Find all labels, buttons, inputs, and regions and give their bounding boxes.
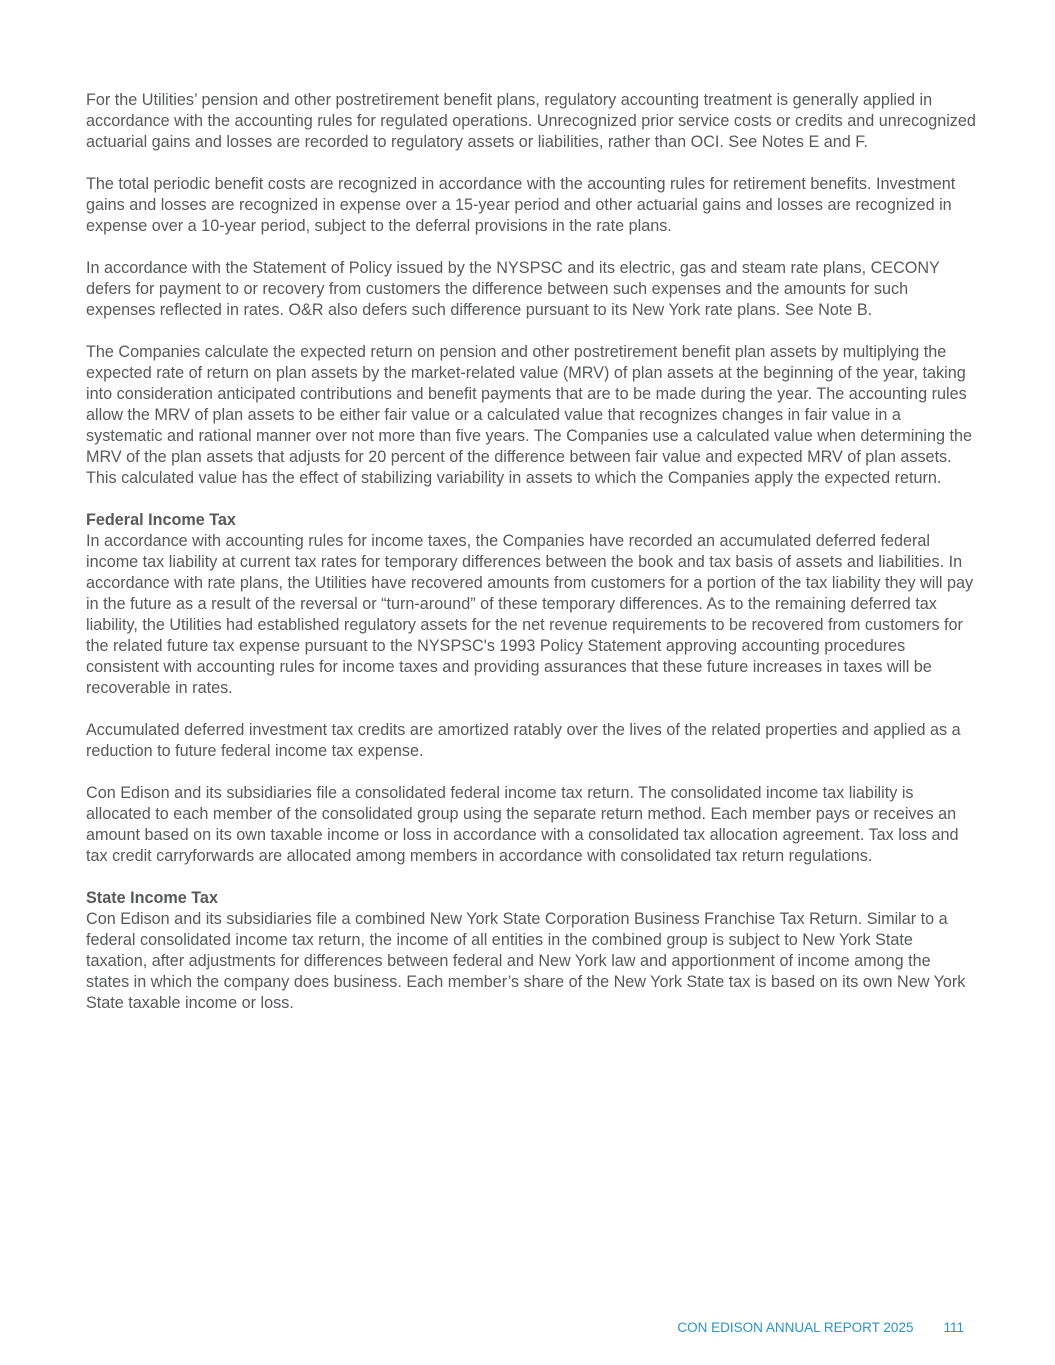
benefit-costs-paragraph: The total periodic benefit costs are recognized in accordance with the accounting rules for retirement benefits. Investment gains and losses are recognized in expense over a 15-year period and other actuarial gains and losses are recognized in expense over a 10-year period, subject to the deferral provisions in the rate plans. bbox=[86, 175, 956, 235]
page-footer bbox=[0, 1320, 964, 1336]
page-number: 111 bbox=[943, 1320, 964, 1335]
state-tax-paragraph: Con Edison and its subsidiaries file a combined New York State Corporation Business Franchise Tax Return. Similar to a federal consolidated income tax return, the income of all entities in the combined group is subject to New York State taxation, after adjustments for differences between federal and New York law and apportionment of income among the states in which the company does business. Each member’s share of the New York State tax is based on its own New York State taxable income or loss. bbox=[86, 910, 966, 1012]
consolidated-return-paragraph: Con Edison and its subsidiaries file a consolidated federal income tax return. The consolidated income tax liability is allocated to each member of the consolidated group using the separate return method. Each member pays or receives an amount based on its own taxable income or loss in accordance with a consolidated tax allocation agreement. Tax loss and tax credit carryforwards are allocated among members in accordance with consolidated tax return regulations. bbox=[86, 784, 959, 865]
deferred-tax-paragraph: In accordance with accounting rules for income taxes, the Companies have recorded an accumulated deferred federal income tax liability at current tax rates for temporary differences between the book and tax basis of assets and liabilities. In accordance with rate plans, the Utilities have recovered amounts from customers for a portion of the tax liability they will pay in the future as a result of the reversal or “turn-around” of these temporary differences. As to the remaining deferred tax liability, the Utilities had established regulatory assets for the net revenue requirements to be recovered from customers for the related future tax expense pursuant to the NYSPSC's 1993 Policy Statement approving accounting procedures consistent with accounting rules for income taxes and providing assurances that these future increases in taxes will be recoverable in rates. bbox=[86, 532, 974, 697]
report-title: CON EDISON ANNUAL REPORT 2025 bbox=[677, 1320, 914, 1335]
page-content bbox=[86, 90, 976, 1035]
statement-of-policy-paragraph: In accordance with the Statement of Policy issued by the NYSPSC and its electric, gas and steam rate plans, CECONY defers for payment to or recovery from customers the difference between such expenses and the amounts for such expenses reflected in rates. O&R also defers such difference pursuant to its New York rate plans. See Note B. bbox=[86, 259, 940, 319]
investment-tax-credits-paragraph: Accumulated deferred investment tax credits are amortized ratably over the lives of the related properties and applied as a reduction to future federal income tax expense. bbox=[86, 721, 961, 760]
pension-treatment-paragraph: For the Utilities’ pension and other postretirement benefit plans, regulatory accounting treatment is generally applied in accordance with the accounting rules for regulated operations. Unrecognized prior service costs or credits and unrecognized actuarial gains and losses are recorded to regulatory assets or liabilities, rather than OCI. See Notes E and F. bbox=[86, 91, 976, 151]
federal-income-tax-heading: Federal Income Tax bbox=[86, 511, 236, 529]
state-income-tax-heading: State Income Tax bbox=[86, 889, 218, 907]
expected-return-paragraph: The Companies calculate the expected return on pension and other postretirement benefit plan assets by multiplying the expected rate of return on plan assets by the market-related value (MRV) of plan assets at the beginning of the year, taking into consideration anticipated contributions and benefit payments that are to be made during the year. The accounting rules allow the MRV of plan assets to be either fair value or a calculated value that recognizes changes in fair value in a systematic and rational manner over not more than five years. The Companies use a calculated value when determining the MRV of the plan assets that adjusts for 20 percent of the difference between fair value and expected MRV of plan assets. This calculated value has the effect of stabilizing variability in assets to which the Companies apply the expected return. bbox=[86, 343, 972, 487]
